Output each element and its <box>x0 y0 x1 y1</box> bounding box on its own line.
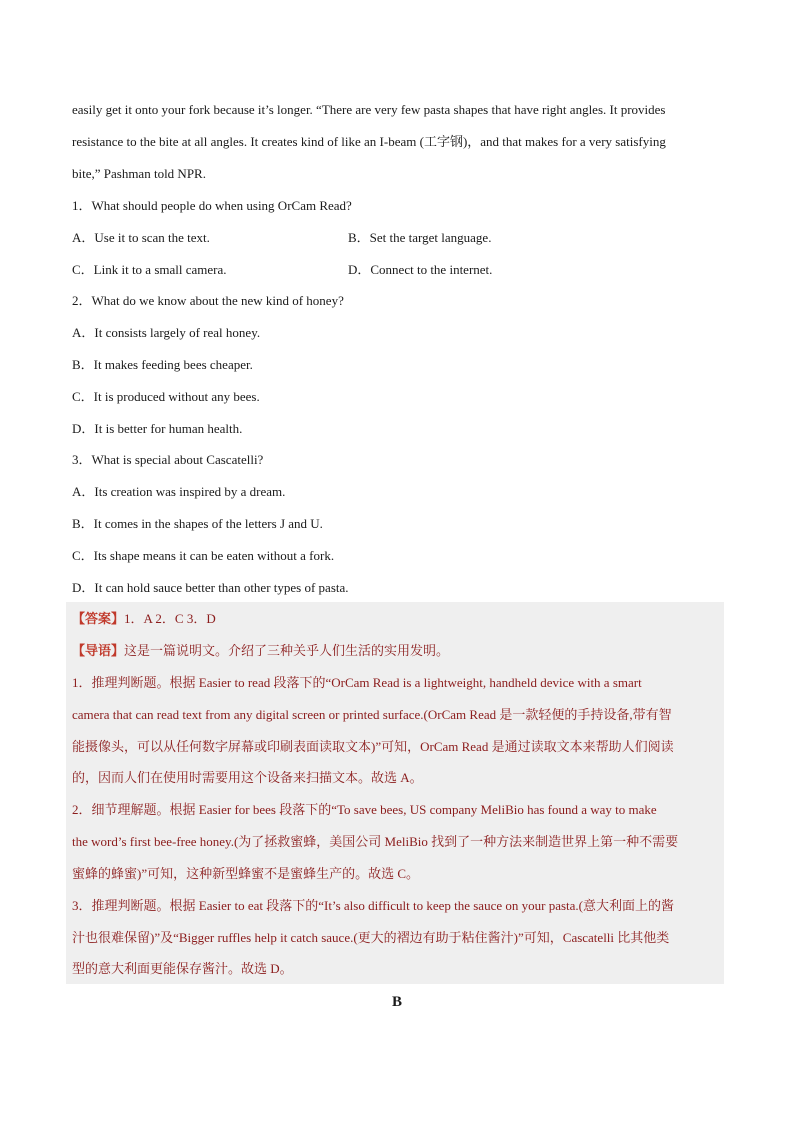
guide-tag: 【导语】 <box>72 643 125 658</box>
question-2-option-a: A．It consists largely of real honey. <box>72 325 261 340</box>
explanation-line: 的，因而人们在使用时需要用这个设备来扫描文本。故选 A。 <box>72 770 423 785</box>
section-heading-b: B <box>391 994 402 1010</box>
question-2-option-b: B．It makes feeding bees cheaper. <box>72 357 253 372</box>
answer-text: 1．A 2．C 3．D <box>124 611 216 626</box>
explanation-line: the word’s first bee-free honey.(为了拯救蜜蜂，美国公司 MeliBio 找到了一种方法来制造世界上第一种不需要 <box>72 834 679 849</box>
question-1-stem: 1．What should people do when using OrCam Read? <box>72 198 352 213</box>
answer-tag: 【答案】 <box>72 611 125 626</box>
answer-line <box>72 610 216 628</box>
explanation-line: 3．推理判断题。根据 Easier to eat 段落下的“It’s also difficult to keep the sauce on your pasta.(意大利面上的酱 <box>72 898 674 913</box>
question-1-option-c: C．Link it to a small camera. <box>72 262 227 277</box>
question-3-option-c: C．Its shape means it can be eaten without a fork. <box>72 548 335 563</box>
explanation-line: 能摄像头，可以从任何数字屏幕或印刷表面读取文本)”可知，OrCam Read 是通过读取文本来帮助人们阅读 <box>72 739 674 754</box>
question-3-option-a: A．Its creation was inspired by a dream. <box>72 484 286 499</box>
explanation-line: 汁也很难保留)”及“Bigger ruffles help it catch sauce.(更大的褶边有助于粘住酱汁)”可知，Cascatelli 比其他类 <box>72 930 670 945</box>
question-1-option-d: D．Connect to the internet. <box>348 262 493 277</box>
explanation-line: 蜜蜂的蜂蜜)”可知，这种新型蜂蜜不是蜜蜂生产的。故选 C。 <box>72 866 420 881</box>
question-3-option-d: D．It can hold sauce better than other types of pasta. <box>72 580 349 595</box>
question-2-option-d: D．It is better for human health. <box>72 421 243 436</box>
question-3-stem: 3．What is special about Cascatelli? <box>72 452 264 467</box>
question-1-option-b: B．Set the target language. <box>348 230 492 245</box>
passage-line-3: bite,” Pashman told NPR. <box>72 166 206 181</box>
passage-line-1: easily get it onto your fork because it’s longer. “There are very few pasta shapes that have right angles. It provides <box>72 102 666 117</box>
explanation-line: 1．推理判断题。根据 Easier to read 段落下的“OrCam Read is a lightweight, handheld device with a smart <box>72 675 642 690</box>
question-3-option-b: B．It comes in the shapes of the letters J and U. <box>72 516 323 531</box>
guide-line <box>72 642 449 660</box>
question-1-option-a: A．Use it to scan the text. <box>72 230 210 245</box>
question-2-option-c: C．It is produced without any bees. <box>72 389 260 404</box>
explanation-line: camera that can read text from any digital screen or printed surface.(OrCam Read 是一款轻便的手持设备,带有智 <box>72 707 672 722</box>
explanation-line: 型的意大利面更能保存酱汁。故选 D。 <box>72 961 293 976</box>
passage-line-2: resistance to the bite at all angles. It creates kind of like an I-beam (工字钢)，and that makes for a very satisfying <box>72 134 666 149</box>
question-2-stem: 2．What do we know about the new kind of honey? <box>72 293 344 308</box>
guide-text: 这是一篇说明文。介绍了三种关乎人们生活的实用发明。 <box>124 643 450 658</box>
explanation-line: 2．细节理解题。根据 Easier for bees 段落下的“To save bees, US company MeliBio has found a way to make <box>72 802 657 817</box>
